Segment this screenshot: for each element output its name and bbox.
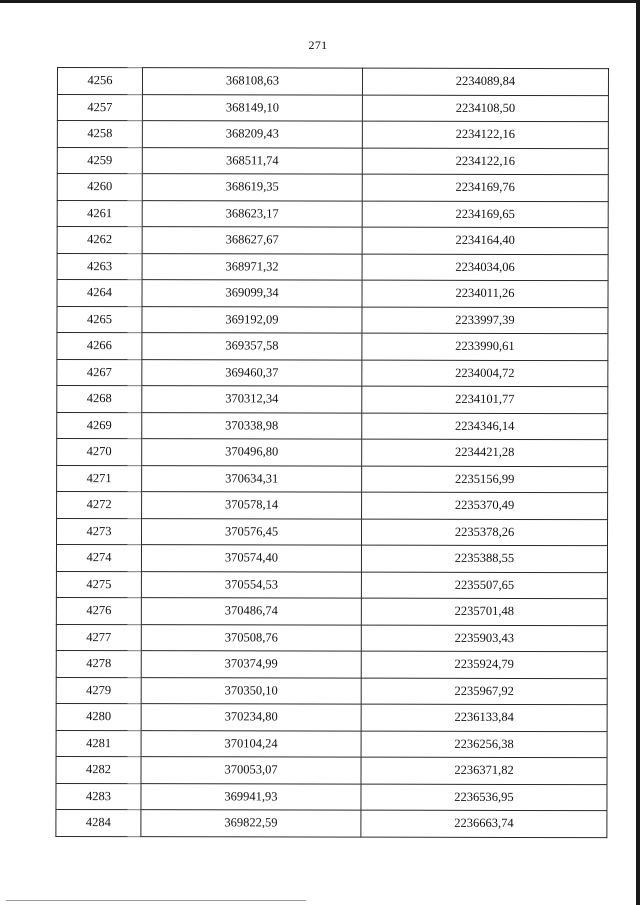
x-coordinate-cell: 370508,76 xyxy=(141,624,361,651)
point-number-cell: 4260 xyxy=(57,174,142,201)
y-coordinate-cell: 2236133,84 xyxy=(361,704,607,731)
point-number-cell: 4269 xyxy=(57,412,142,439)
y-coordinate-cell: 2235370,49 xyxy=(362,492,608,519)
table-row xyxy=(56,783,607,811)
point-number-cell: 4275 xyxy=(56,571,141,598)
table-row xyxy=(57,386,608,414)
x-coordinate-cell: 370576,45 xyxy=(141,518,361,545)
point-number-cell: 4261 xyxy=(57,200,142,227)
table-row xyxy=(57,147,608,175)
x-coordinate-cell: 368209,43 xyxy=(142,121,362,148)
coordinates-table xyxy=(55,67,609,838)
x-coordinate-cell: 370338,98 xyxy=(142,412,362,439)
point-number-cell: 4274 xyxy=(56,545,141,572)
point-number-cell: 4282 xyxy=(56,756,141,783)
x-coordinate-cell: 370053,07 xyxy=(141,757,361,784)
point-number-cell: 4273 xyxy=(56,518,141,545)
point-number-cell: 4267 xyxy=(57,359,142,386)
point-number-cell: 4276 xyxy=(56,597,141,624)
point-number-cell: 4277 xyxy=(56,624,141,651)
x-coordinate-cell: 369941,93 xyxy=(141,783,361,810)
y-coordinate-cell: 2234164,40 xyxy=(362,227,608,254)
table-row xyxy=(56,730,607,758)
x-coordinate-cell: 369099,34 xyxy=(142,280,362,307)
table-row xyxy=(57,333,608,361)
x-coordinate-cell: 370104,24 xyxy=(141,730,361,757)
table-row xyxy=(56,545,607,573)
y-coordinate-cell: 2234108,50 xyxy=(362,95,608,122)
table-row xyxy=(57,200,608,228)
x-coordinate-cell: 370554,53 xyxy=(141,571,361,598)
point-number-cell: 4272 xyxy=(57,492,142,519)
y-coordinate-cell: 2234089,84 xyxy=(362,68,608,95)
point-number-cell: 4256 xyxy=(57,68,142,95)
y-coordinate-cell: 2234034,06 xyxy=(362,254,608,281)
x-coordinate-cell: 368511,74 xyxy=(142,147,362,174)
table-row xyxy=(56,650,607,678)
table-row xyxy=(56,518,607,546)
y-coordinate-cell: 2235701,48 xyxy=(361,598,607,625)
x-coordinate-cell: 370574,40 xyxy=(141,545,361,572)
point-number-cell: 4271 xyxy=(57,465,142,492)
x-coordinate-cell: 368623,17 xyxy=(142,200,362,227)
y-coordinate-cell: 2234122,16 xyxy=(362,121,608,148)
point-number-cell: 4279 xyxy=(56,677,141,704)
x-coordinate-cell: 369192,09 xyxy=(142,306,362,333)
table-row xyxy=(56,624,607,652)
y-coordinate-cell: 2234421,28 xyxy=(362,439,608,466)
x-coordinate-cell: 369357,58 xyxy=(142,333,362,360)
y-coordinate-cell: 2236536,95 xyxy=(361,784,607,811)
point-number-cell: 4266 xyxy=(57,333,142,360)
table-row xyxy=(57,227,608,255)
point-number-cell: 4259 xyxy=(57,147,142,174)
table-row xyxy=(56,703,607,731)
table-row xyxy=(57,94,608,122)
point-number-cell: 4257 xyxy=(57,94,142,121)
page-bottom-rule xyxy=(6,900,306,901)
x-coordinate-cell: 368971,32 xyxy=(142,253,362,280)
x-coordinate-cell: 370578,14 xyxy=(142,492,362,519)
x-coordinate-cell: 370234,80 xyxy=(141,704,361,731)
table-row xyxy=(56,756,607,784)
table-row xyxy=(57,412,608,440)
x-coordinate-cell: 369822,59 xyxy=(141,810,361,837)
y-coordinate-cell: 2236663,74 xyxy=(361,810,607,837)
y-coordinate-cell: 2235507,65 xyxy=(361,572,607,599)
x-coordinate-cell: 368149,10 xyxy=(142,94,362,121)
table-row xyxy=(57,68,608,96)
page-top-border xyxy=(0,0,636,3)
y-coordinate-cell: 2235378,26 xyxy=(361,519,607,546)
table-row xyxy=(56,809,607,837)
page-number: 271 xyxy=(308,38,328,52)
point-number-cell: 4264 xyxy=(57,280,142,307)
y-coordinate-cell: 2234346,14 xyxy=(362,413,608,440)
table-row xyxy=(57,280,608,308)
table-row xyxy=(56,677,607,705)
y-coordinate-cell: 2236256,38 xyxy=(361,731,607,758)
table-row xyxy=(57,439,608,467)
y-coordinate-cell: 2235924,79 xyxy=(361,651,607,678)
y-coordinate-cell: 2234169,76 xyxy=(362,174,608,201)
point-number-cell: 4262 xyxy=(57,227,142,254)
table-row xyxy=(57,306,608,334)
point-number-cell: 4283 xyxy=(56,783,141,810)
page-right-border xyxy=(636,0,640,905)
y-coordinate-cell: 2234101,77 xyxy=(362,386,608,413)
table-row xyxy=(56,597,607,625)
point-number-cell: 4268 xyxy=(57,386,142,413)
point-number-cell: 4263 xyxy=(57,253,142,280)
x-coordinate-cell: 368619,35 xyxy=(142,174,362,201)
y-coordinate-cell: 2234122,16 xyxy=(362,148,608,175)
point-number-cell: 4265 xyxy=(57,306,142,333)
y-coordinate-cell: 2235903,43 xyxy=(361,625,607,652)
point-number-cell: 4284 xyxy=(56,809,141,836)
y-coordinate-cell: 2235967,92 xyxy=(361,678,607,705)
table-row xyxy=(56,571,607,599)
coordinates-table-body xyxy=(56,68,609,838)
point-number-cell: 4258 xyxy=(57,121,142,148)
point-number-cell: 4280 xyxy=(56,703,141,730)
x-coordinate-cell: 369460,37 xyxy=(142,359,362,386)
y-coordinate-cell: 2234011,26 xyxy=(362,280,608,307)
y-coordinate-cell: 2234169,65 xyxy=(362,201,608,228)
x-coordinate-cell: 368627,67 xyxy=(142,227,362,254)
x-coordinate-cell: 370634,31 xyxy=(142,465,362,492)
y-coordinate-cell: 2236371,82 xyxy=(361,757,607,784)
table-row xyxy=(57,253,608,281)
point-number-cell: 4281 xyxy=(56,730,141,757)
table-row xyxy=(57,492,608,520)
y-coordinate-cell: 2235156,99 xyxy=(362,466,608,493)
y-coordinate-cell: 2235388,55 xyxy=(361,545,607,572)
x-coordinate-cell: 370374,99 xyxy=(141,651,361,678)
table-row xyxy=(57,174,608,202)
y-coordinate-cell: 2233997,39 xyxy=(362,307,608,334)
x-coordinate-cell: 370496,80 xyxy=(142,439,362,466)
y-coordinate-cell: 2233990,61 xyxy=(362,333,608,360)
point-number-cell: 4278 xyxy=(56,650,141,677)
x-coordinate-cell: 370350,10 xyxy=(141,677,361,704)
y-coordinate-cell: 2234004,72 xyxy=(362,360,608,387)
table-row xyxy=(57,121,608,149)
point-number-cell: 4270 xyxy=(57,439,142,466)
x-coordinate-cell: 370312,34 xyxy=(142,386,362,413)
table-row xyxy=(57,359,608,387)
x-coordinate-cell: 370486,74 xyxy=(141,598,361,625)
x-coordinate-cell: 368108,63 xyxy=(142,68,362,95)
table-row xyxy=(57,465,608,493)
